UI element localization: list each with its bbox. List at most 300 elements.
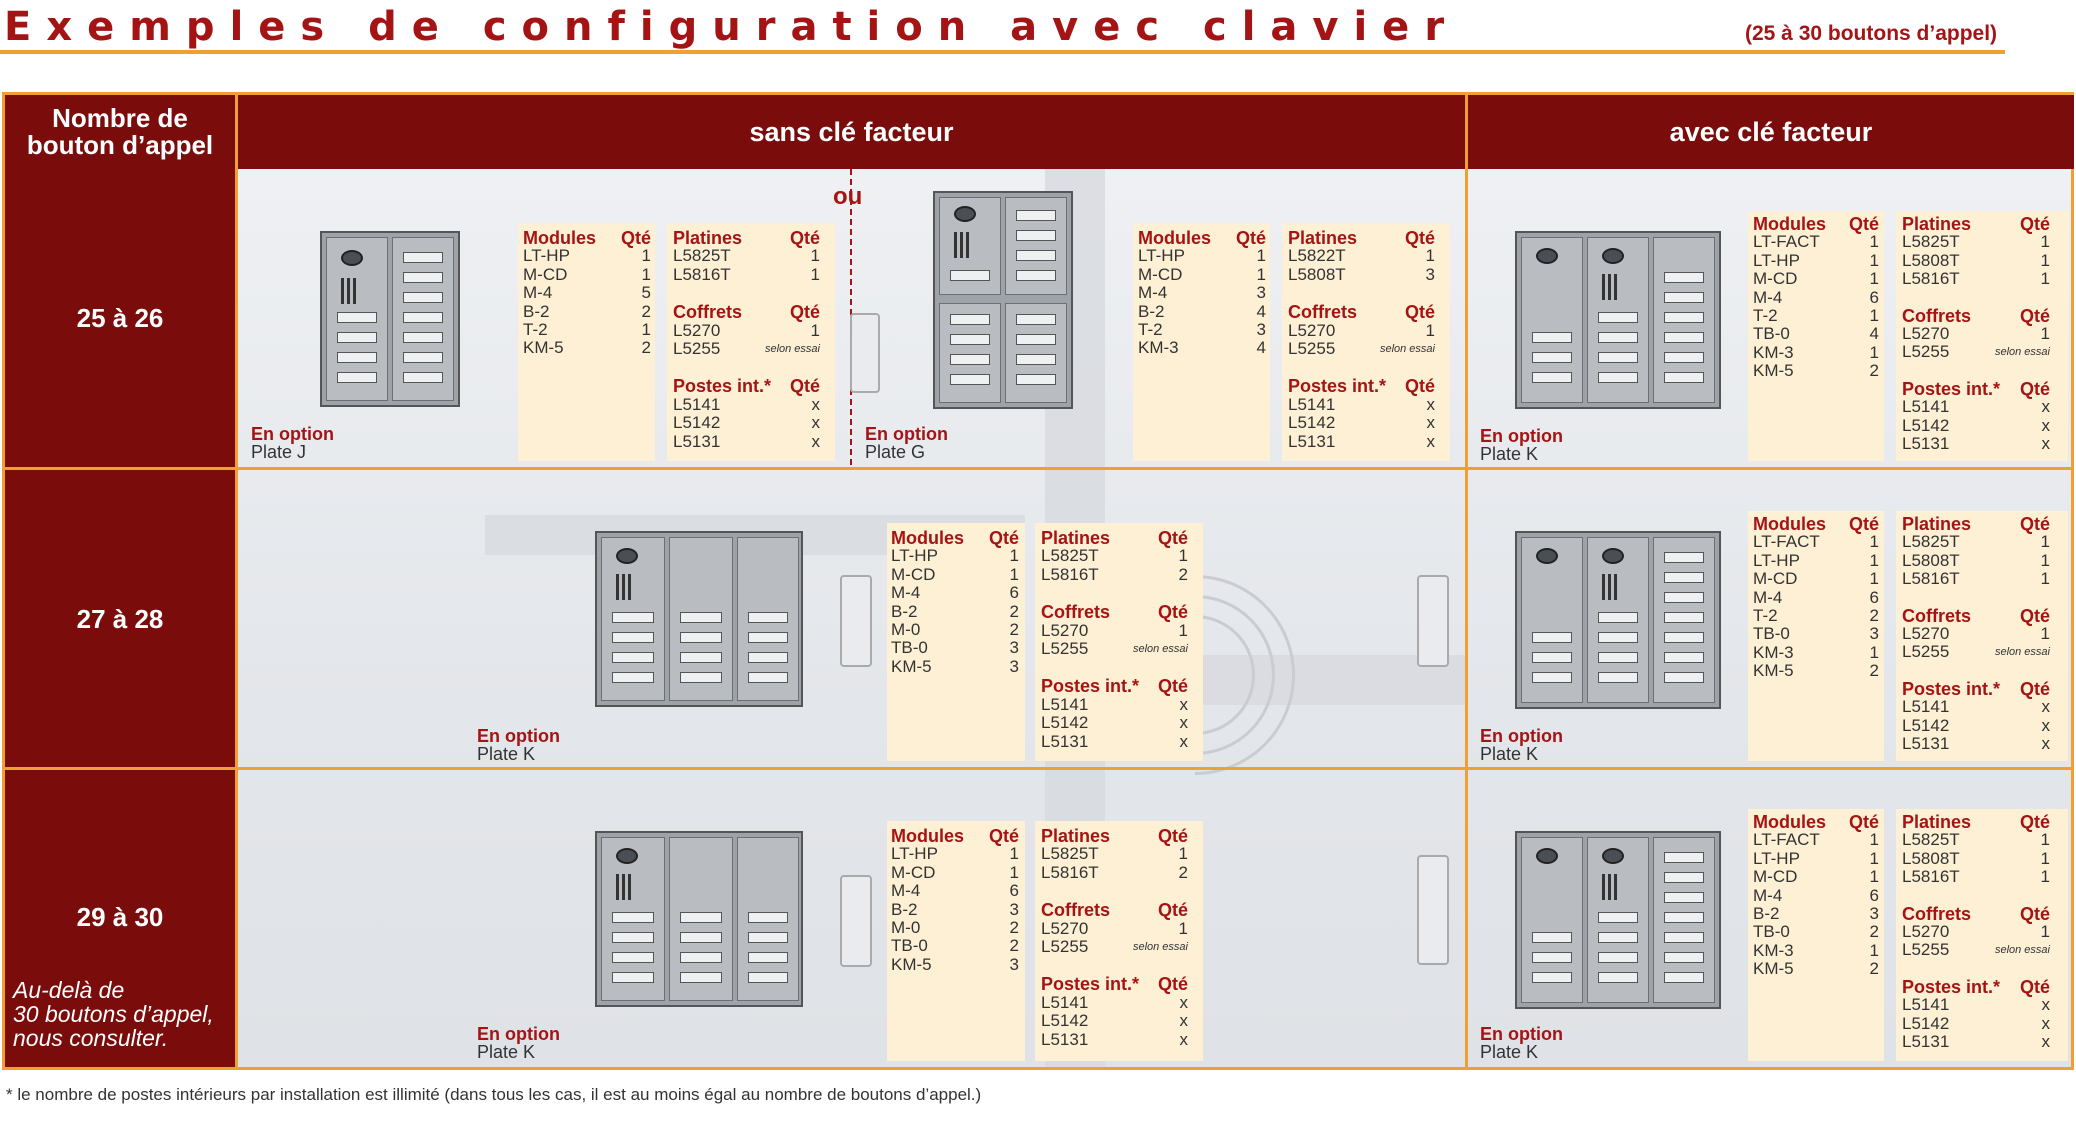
platine-row: [1041, 547, 1188, 565]
module-row: [523, 339, 651, 357]
col-qty: Qté: [2019, 214, 2050, 234]
poste-ref: L5141: [1902, 397, 1950, 417]
option-label: [477, 727, 560, 763]
module-row: [891, 584, 1019, 602]
poste-row: [673, 396, 820, 414]
option-title: En option: [251, 424, 334, 444]
module-row: [1753, 307, 1879, 325]
module-name: M-0: [891, 918, 921, 938]
call-button-icon: [1664, 652, 1704, 663]
coffret-qty: selon essai: [1994, 646, 2050, 659]
call-button-icon: [1664, 272, 1704, 283]
option-plate: Plate K: [477, 1042, 536, 1062]
coffret-qty: selon essai: [764, 343, 820, 356]
platines-header: [1288, 229, 1435, 247]
module-qty: 2: [1869, 361, 1879, 381]
poste-ref: L5141: [1041, 694, 1089, 714]
platine-row: [1288, 247, 1435, 265]
panel-module: [1005, 303, 1067, 403]
platine-row: [673, 266, 820, 284]
poste-row: [1041, 696, 1188, 714]
module-qty: 6: [1009, 881, 1019, 901]
coffret-row: [1288, 340, 1435, 358]
module-qty: 1: [1869, 250, 1879, 270]
call-button-icon: [1598, 612, 1638, 623]
postes-header: [1288, 377, 1435, 395]
platine-ref: L5825T: [1902, 830, 1960, 850]
module-name: B-2: [523, 301, 550, 321]
module-row: [523, 247, 651, 265]
call-button-icon: [748, 652, 788, 663]
col-qty: Qté: [1157, 602, 1188, 623]
platine-qty: 1: [2040, 867, 2050, 887]
coffret-ref: L5270: [1902, 624, 1950, 644]
platine-row: [1902, 570, 2050, 588]
module-qty: 6: [1009, 583, 1019, 603]
module-row: [1138, 321, 1266, 339]
col-qty: Qté: [1404, 228, 1435, 248]
module-qty: 2: [1009, 620, 1019, 640]
option-title: En option: [865, 424, 948, 444]
platine-ref: L5808T: [1288, 264, 1346, 284]
platines-list: [1041, 529, 1188, 751]
call-button-icon: [1532, 952, 1572, 963]
call-button-icon: [1664, 592, 1704, 603]
platine-ref: L5808T: [1902, 848, 1960, 868]
option-title: En option: [1480, 726, 1563, 746]
call-button-icon: [1016, 230, 1056, 241]
platines-list: [673, 229, 820, 451]
poste-ref: L5142: [1041, 1011, 1089, 1031]
option-title: En option: [1480, 426, 1563, 446]
module-qty: 5: [641, 283, 651, 303]
platine-row: [1041, 566, 1188, 584]
module-row: [1753, 552, 1879, 570]
col-qty: Qté: [789, 376, 820, 397]
poste-qty: x: [2041, 995, 2050, 1015]
platine-ref: L5825T: [1902, 532, 1960, 552]
platines-header: [1041, 529, 1188, 547]
call-button-icon: [680, 612, 722, 623]
platine-qty: 1: [1178, 546, 1188, 566]
platines-list: [1041, 827, 1188, 1049]
poste-row: [673, 433, 820, 451]
call-button-icon: [1664, 972, 1704, 983]
call-button-icon: [1016, 374, 1056, 385]
module-qty: 6: [1869, 885, 1879, 905]
module-row: [1753, 850, 1879, 868]
module-name: T-2: [1138, 320, 1163, 340]
call-button-icon: [1532, 932, 1572, 943]
poste-ref: L5131: [1041, 1029, 1089, 1049]
option-title: En option: [477, 1024, 560, 1044]
coffret-qty: 1: [2040, 624, 2050, 644]
module-row: [1753, 662, 1879, 680]
poste-qty: x: [2041, 397, 2050, 417]
poste-row: [1902, 435, 2050, 453]
poste-qty: x: [2041, 697, 2050, 717]
header-avec-cle-facteur: avec clé facteur: [1468, 95, 2074, 169]
modules-header: [1138, 229, 1266, 247]
col-qty: Qté: [2019, 514, 2050, 534]
footnote: * le nombre de postes intérieurs par installation est illimité (dans tous les cas, il est au moins égal au nombre de boutons d’appel.): [6, 1085, 982, 1104]
poste-qty: x: [1179, 992, 1188, 1012]
modules-list: [891, 529, 1019, 676]
panel-module: [1521, 537, 1583, 703]
poste-ref: L5131: [1041, 731, 1089, 751]
platine-qty: 2: [1178, 862, 1188, 882]
poste-qty: x: [1179, 694, 1188, 714]
call-button-icon: [1016, 354, 1056, 365]
module-name: B-2: [891, 899, 918, 919]
col-qty: Qté: [2019, 976, 2050, 997]
col-qty: Qté: [1157, 900, 1188, 921]
poste-ref: L5141: [1288, 394, 1336, 414]
module-qty: 1: [1869, 342, 1879, 362]
call-button-icon: [1016, 250, 1056, 261]
keypad-icon: [616, 574, 634, 600]
module-name: KM-3: [1138, 338, 1179, 358]
col-title: Coffrets: [1902, 605, 1972, 626]
module-row: [891, 919, 1019, 937]
col-title: Platines: [1902, 214, 1972, 234]
module-row: [1753, 644, 1879, 662]
poste-ref: L5131: [1902, 1032, 1950, 1052]
coffrets-header: [1902, 607, 2050, 625]
modules-list: [1138, 229, 1266, 358]
call-button-icon: [1664, 292, 1704, 303]
call-button-icon: [1532, 372, 1572, 383]
module-name: B-2: [1753, 904, 1780, 924]
call-button-icon: [1664, 612, 1704, 623]
camera-icon: [1602, 548, 1624, 564]
coffret-qty: 1: [2040, 324, 2050, 344]
platine-qty: 1: [2040, 569, 2050, 589]
module-qty: 4: [1256, 338, 1266, 358]
call-button-icon: [612, 972, 654, 983]
call-button-icon: [1598, 912, 1638, 923]
module-name: LT-HP: [1138, 246, 1185, 266]
module-qty: 2: [1009, 918, 1019, 938]
indoor-handset-illustration: [1417, 575, 1449, 667]
poste-ref: L5131: [673, 431, 721, 451]
module-name: M-CD: [891, 564, 936, 584]
call-button-icon: [1532, 972, 1572, 983]
call-button-icon: [1532, 672, 1572, 683]
call-button-icon: [1532, 632, 1572, 643]
postes-header: [1041, 975, 1188, 993]
module-row: [1138, 266, 1266, 284]
call-button-icon: [1598, 312, 1638, 323]
call-button-icon: [1016, 210, 1056, 221]
col-title: Postes int.*: [673, 376, 772, 397]
call-button-icon: [612, 632, 654, 643]
option-plate: Plate J: [251, 442, 307, 462]
poste-row: [1041, 994, 1188, 1012]
panel-module: [1653, 237, 1715, 403]
platine-row: [1902, 831, 2050, 849]
module-qty: 1: [641, 246, 651, 266]
option-plate: Plate K: [477, 744, 536, 764]
key-lock-icon: [1536, 848, 1558, 864]
module-qty: 1: [1009, 844, 1019, 864]
poste-ref: L5131: [1902, 734, 1950, 754]
col-title: Postes int.*: [1902, 678, 2001, 699]
platine-row: [1902, 233, 2050, 251]
option-label: [1480, 1025, 1563, 1061]
coffret-row: [1041, 938, 1188, 956]
coffret-row: [1041, 622, 1188, 640]
note-line: 30 boutons d’appel,: [13, 1001, 214, 1027]
module-row: [891, 882, 1019, 900]
poste-row: [1288, 414, 1435, 432]
module-qty: 3: [1009, 656, 1019, 676]
col-title: Coffrets: [1902, 305, 1972, 326]
poste-row: [1288, 396, 1435, 414]
col-qty: Qté: [988, 528, 1019, 548]
coffret-row: [1288, 322, 1435, 340]
poste-ref: L5141: [1902, 697, 1950, 717]
module-qty: 3: [1256, 320, 1266, 340]
poste-row: [1902, 735, 2050, 753]
col-qty: Qté: [1848, 514, 1879, 534]
call-button-icon: [1598, 352, 1638, 363]
module-qty: 1: [1869, 867, 1879, 887]
module-name: T-2: [1753, 606, 1778, 626]
module-row: [1753, 868, 1879, 886]
modules-header: [891, 827, 1019, 845]
poste-row: [1041, 1031, 1188, 1049]
col-qty: Qté: [2019, 678, 2050, 699]
call-button-icon: [1532, 332, 1572, 343]
call-button-icon: [612, 932, 654, 943]
coffret-ref: L5255: [1902, 342, 1950, 362]
module-row: [1753, 252, 1879, 270]
module-row: [1138, 284, 1266, 302]
module-qty: 4: [1869, 324, 1879, 344]
module-name: KM-5: [1753, 661, 1794, 681]
platines-header: [1902, 515, 2050, 533]
coffret-row: [1902, 343, 2050, 361]
poste-qty: x: [2041, 1032, 2050, 1052]
camera-icon: [616, 848, 638, 864]
col-title: Platines: [1288, 228, 1358, 248]
option-plate: Plate K: [1480, 1042, 1539, 1062]
module-qty: 1: [1256, 264, 1266, 284]
module-row: [1753, 533, 1879, 551]
row-label: 25 à 26: [76, 303, 164, 333]
poste-row: [1288, 433, 1435, 451]
module-row: [1753, 362, 1879, 380]
col-qty: Qté: [2019, 903, 2050, 924]
call-button-icon: [337, 332, 377, 343]
call-button-icon: [1664, 372, 1704, 383]
poste-qty: x: [1179, 1011, 1188, 1031]
door-panel-illustration: [1515, 231, 1721, 409]
module-row: [523, 266, 651, 284]
col-qty: Qté: [620, 228, 651, 248]
module-row: [1753, 960, 1879, 978]
call-button-icon: [1664, 572, 1704, 583]
poste-qty: x: [2041, 415, 2050, 435]
poste-qty: x: [1179, 1029, 1188, 1049]
coffret-row: [1902, 625, 2050, 643]
option-title: En option: [477, 726, 560, 746]
module-name: KM-3: [1753, 642, 1794, 662]
platine-row: [1902, 252, 2050, 270]
call-button-icon: [403, 352, 443, 363]
call-button-icon: [1664, 332, 1704, 343]
indoor-handset-illustration: [840, 575, 872, 667]
platine-qty: 2: [1178, 564, 1188, 584]
indoor-handset-illustration: [850, 313, 880, 393]
module-name: LT-FACT: [1753, 532, 1820, 552]
call-button-icon: [612, 672, 654, 683]
key-lock-icon: [1536, 548, 1558, 564]
module-row: [891, 901, 1019, 919]
door-panel-illustration: [595, 531, 803, 707]
module-qty: 6: [1869, 587, 1879, 607]
module-qty: 3: [1869, 904, 1879, 924]
module-qty: 3: [1009, 954, 1019, 974]
poste-row: [1041, 714, 1188, 732]
module-row: [1753, 905, 1879, 923]
column-divider: [235, 95, 238, 1067]
poste-row: [1041, 1012, 1188, 1030]
call-button-icon: [612, 652, 654, 663]
module-qty: 2: [1869, 959, 1879, 979]
coffret-ref: L5255: [1288, 339, 1336, 359]
call-button-icon: [1664, 912, 1704, 923]
option-label: [251, 425, 334, 461]
module-name: M-0: [891, 620, 921, 640]
module-name: B-2: [891, 601, 918, 621]
platine-ref: L5816T: [1041, 564, 1099, 584]
module-name: LT-HP: [1753, 550, 1800, 570]
call-button-icon: [403, 252, 443, 263]
poste-qty: x: [1179, 713, 1188, 733]
col-title: Platines: [673, 228, 743, 248]
module-name: TB-0: [1753, 324, 1790, 344]
module-name: LT-FACT: [1753, 232, 1820, 252]
coffret-row: [1041, 920, 1188, 938]
col-title: Modules: [891, 826, 965, 846]
col-title: Modules: [523, 228, 597, 248]
poste-row: [673, 414, 820, 432]
module-qty: 3: [1256, 283, 1266, 303]
call-button-icon: [1664, 352, 1704, 363]
module-name: LT-HP: [1753, 848, 1800, 868]
module-qty: 3: [1869, 624, 1879, 644]
platines-list: [1902, 813, 2050, 1051]
coffret-row: [1902, 643, 2050, 661]
call-button-icon: [680, 952, 722, 963]
coffrets-header: [1041, 901, 1188, 919]
call-button-icon: [1598, 672, 1638, 683]
module-row: [1753, 887, 1879, 905]
col-qty: Qté: [789, 302, 820, 323]
poste-qty: x: [1179, 731, 1188, 751]
col-qty: Qté: [988, 826, 1019, 846]
poste-row: [1902, 717, 2050, 735]
call-button-icon: [1664, 312, 1704, 323]
module-qty: 2: [641, 338, 651, 358]
module-qty: 3: [1009, 638, 1019, 658]
poste-ref: L5142: [1902, 415, 1950, 435]
keypad-icon: [1602, 274, 1620, 300]
platines-header: [1902, 813, 2050, 831]
row-label-cell: [5, 470, 235, 767]
coffret-ref: L5255: [1041, 937, 1089, 957]
coffret-ref: L5270: [1902, 922, 1950, 942]
panel-module: [737, 837, 799, 1001]
call-button-icon: [950, 334, 990, 345]
row-label-cell: [5, 770, 235, 1067]
call-button-icon: [680, 972, 722, 983]
poste-row: [1902, 1033, 2050, 1051]
call-button-icon: [680, 912, 722, 923]
module-name: KM-3: [1753, 342, 1794, 362]
module-name: M-4: [891, 881, 921, 901]
call-button-icon: [1598, 652, 1638, 663]
call-button-icon: [1664, 672, 1704, 683]
panel-module: [1653, 537, 1715, 703]
modules-list: [1753, 215, 1879, 381]
platine-qty: 1: [2040, 232, 2050, 252]
panel-module: [1587, 837, 1649, 1003]
coffret-ref: L5270: [1288, 320, 1336, 340]
page-subtitle: (25 à 30 boutons d’appel): [1745, 22, 1998, 45]
poste-row: [1902, 398, 2050, 416]
header-nombre-line1: Nombre de: [52, 103, 188, 133]
module-name: LT-HP: [891, 844, 938, 864]
indoor-handset-illustration: [840, 875, 872, 967]
call-button-icon: [1664, 892, 1704, 903]
poste-row: [1902, 1015, 2050, 1033]
poste-qty: x: [2041, 734, 2050, 754]
modules-header: [523, 229, 651, 247]
module-row: [1753, 325, 1879, 343]
module-row: [891, 621, 1019, 639]
module-name: M-4: [891, 583, 921, 603]
panel-module: [1587, 237, 1649, 403]
module-row: [1753, 233, 1879, 251]
module-name: KM-5: [891, 656, 932, 676]
col-title: Modules: [1138, 228, 1212, 248]
option-label: [477, 1025, 560, 1061]
module-name: M-CD: [891, 862, 936, 882]
col-qty: Qté: [2019, 378, 2050, 399]
call-button-icon: [1016, 270, 1056, 281]
module-qty: 1: [1869, 532, 1879, 552]
panel-module: [601, 537, 665, 701]
module-row: [891, 566, 1019, 584]
call-button-icon: [950, 270, 990, 281]
platine-ref: L5816T: [1902, 269, 1960, 289]
modules-list: [523, 229, 651, 358]
call-button-icon: [1598, 332, 1638, 343]
panel-module: [669, 537, 733, 701]
col-title: Coffrets: [1902, 903, 1972, 924]
module-qty: 3: [1009, 899, 1019, 919]
col-title: Modules: [1753, 214, 1827, 234]
col-title: Coffrets: [1288, 302, 1358, 323]
module-qty: 1: [1869, 569, 1879, 589]
call-button-icon: [748, 632, 788, 643]
call-button-icon: [748, 952, 788, 963]
module-qty: 1: [641, 320, 651, 340]
call-button-icon: [748, 672, 788, 683]
